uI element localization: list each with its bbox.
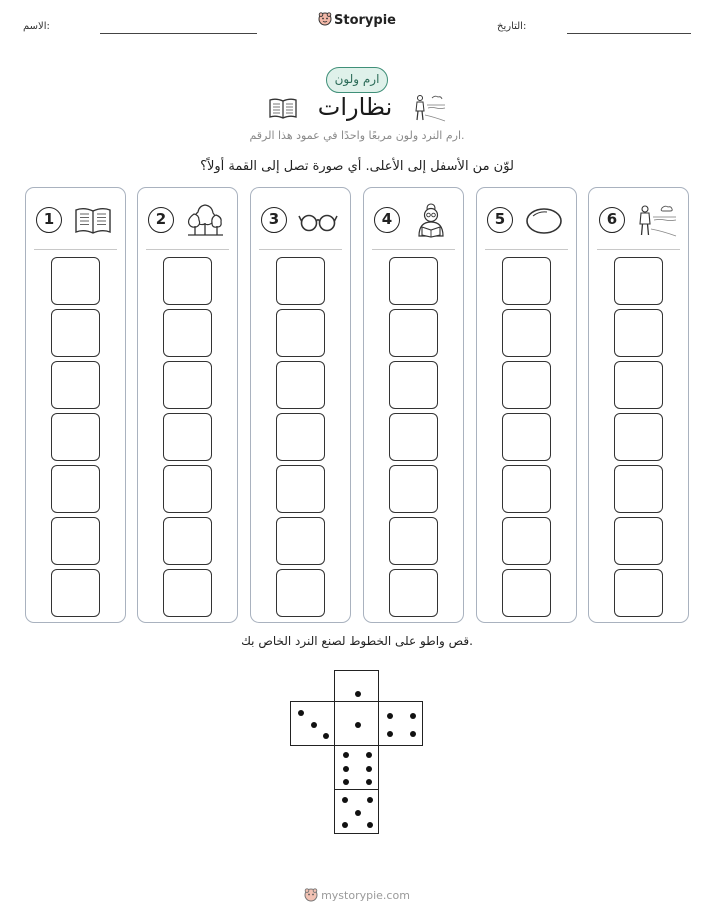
instruction: لوّن من الأسفل إلى الأعلى. أي صورة تصل إلى القمة أولاً؟ [200, 159, 514, 174]
color-square[interactable] [163, 257, 212, 305]
column-divider [146, 249, 229, 250]
color-square[interactable] [51, 361, 100, 409]
color-square[interactable] [614, 413, 663, 461]
column-header [477, 202, 576, 238]
dice-pip [366, 779, 372, 785]
column-2 [137, 187, 238, 623]
column-divider [259, 249, 342, 250]
subtitle: ارم النرد ولون مربعًا واحدًا في عمود هذا الرقم. [249, 129, 465, 142]
color-square[interactable] [389, 413, 438, 461]
column-header [138, 202, 237, 238]
color-square[interactable] [614, 569, 663, 617]
column-3 [250, 187, 351, 623]
dice-pip [311, 722, 317, 728]
dice-pip [342, 822, 348, 828]
column-divider [34, 249, 117, 250]
column-header [364, 202, 463, 238]
cut-instruction: قص واطو على الخطوط لصنع النرد الخاص بك. [241, 634, 473, 648]
color-square[interactable] [502, 569, 551, 617]
footer [0, 888, 714, 902]
color-square[interactable] [502, 413, 551, 461]
name-label: الاسم: [23, 21, 50, 32]
brand-name: Storypie [334, 13, 396, 28]
name-line[interactable] [100, 33, 257, 34]
color-square[interactable] [276, 413, 325, 461]
dice-pip [342, 797, 348, 803]
color-square[interactable] [163, 309, 212, 357]
color-square[interactable] [276, 517, 325, 565]
color-square[interactable] [614, 309, 663, 357]
color-square[interactable] [614, 465, 663, 513]
person-at-sea-icon [412, 93, 446, 123]
dice-pip [343, 779, 349, 785]
color-square[interactable] [163, 517, 212, 565]
color-square[interactable] [276, 309, 325, 357]
color-square[interactable] [389, 257, 438, 305]
storypie-mascot-icon [318, 12, 332, 26]
color-square[interactable] [276, 465, 325, 513]
color-square[interactable] [51, 569, 100, 617]
color-square[interactable] [614, 257, 663, 305]
column-number: 2 [148, 207, 174, 233]
color-square[interactable] [276, 257, 325, 305]
open-book-icon [268, 96, 298, 120]
column-number: 5 [487, 207, 513, 233]
dice-pip [387, 731, 393, 737]
dice-face-5 [334, 789, 379, 834]
color-square[interactable] [502, 517, 551, 565]
column-divider [597, 249, 680, 250]
dice-pip [343, 752, 349, 758]
dice-pip [343, 766, 349, 772]
column-header [589, 202, 688, 238]
column-number: 6 [599, 207, 625, 233]
color-square[interactable] [276, 569, 325, 617]
brand-logo [0, 12, 714, 28]
date-label: التاريخ: [497, 21, 527, 32]
color-square[interactable] [502, 465, 551, 513]
dice-pip [367, 797, 373, 803]
dice-pip [323, 733, 329, 739]
color-square[interactable] [51, 413, 100, 461]
column-divider [485, 249, 568, 250]
color-square[interactable] [389, 517, 438, 565]
footer-url[interactable]: mystorypie.com [321, 889, 410, 902]
color-square[interactable] [502, 309, 551, 357]
color-square[interactable] [51, 517, 100, 565]
color-square[interactable] [51, 309, 100, 357]
column-4 [363, 187, 464, 623]
glasses-icon [297, 202, 339, 238]
color-square[interactable] [389, 569, 438, 617]
dice-pip [366, 752, 372, 758]
column-number: 4 [374, 207, 400, 233]
page-title: نظارات [317, 93, 393, 121]
dice-pip [410, 713, 416, 719]
color-square[interactable] [502, 257, 551, 305]
person-at-sea-icon [635, 202, 677, 238]
color-square[interactable] [51, 257, 100, 305]
color-square[interactable] [502, 361, 551, 409]
dice-pip [367, 822, 373, 828]
color-square[interactable] [614, 517, 663, 565]
lens-icon [523, 202, 565, 238]
dice-pip [355, 722, 361, 728]
date-line[interactable] [567, 33, 691, 34]
column-number: 3 [261, 207, 287, 233]
color-square[interactable] [163, 465, 212, 513]
color-square[interactable] [276, 361, 325, 409]
dice-pip [387, 713, 393, 719]
dice-pip [298, 710, 304, 716]
color-square[interactable] [51, 465, 100, 513]
activity-badge: ارم ولون [326, 67, 388, 93]
column-divider [372, 249, 455, 250]
color-square[interactable] [614, 361, 663, 409]
dice-face-4 [378, 701, 423, 746]
dice-pip [355, 691, 361, 697]
color-square[interactable] [163, 413, 212, 461]
color-square[interactable] [163, 569, 212, 617]
color-square[interactable] [389, 309, 438, 357]
color-square[interactable] [163, 361, 212, 409]
column-6 [588, 187, 689, 623]
color-square[interactable] [389, 361, 438, 409]
dice-pip [410, 731, 416, 737]
dice-face-6 [334, 745, 379, 790]
column-1 [25, 187, 126, 623]
dice-pip [355, 810, 361, 816]
dice-face-1 [334, 701, 379, 746]
column-header [26, 202, 125, 238]
dice-pip [366, 766, 372, 772]
grandma-reading-icon [410, 202, 452, 238]
column-5 [476, 187, 577, 623]
color-square[interactable] [389, 465, 438, 513]
column-number: 1 [36, 207, 62, 233]
column-header [251, 202, 350, 238]
trees-icon [184, 202, 226, 238]
open-book-icon [72, 202, 114, 238]
dice-face-3 [290, 701, 335, 746]
page-title-row [0, 93, 714, 123]
storypie-mascot-icon [304, 888, 318, 902]
